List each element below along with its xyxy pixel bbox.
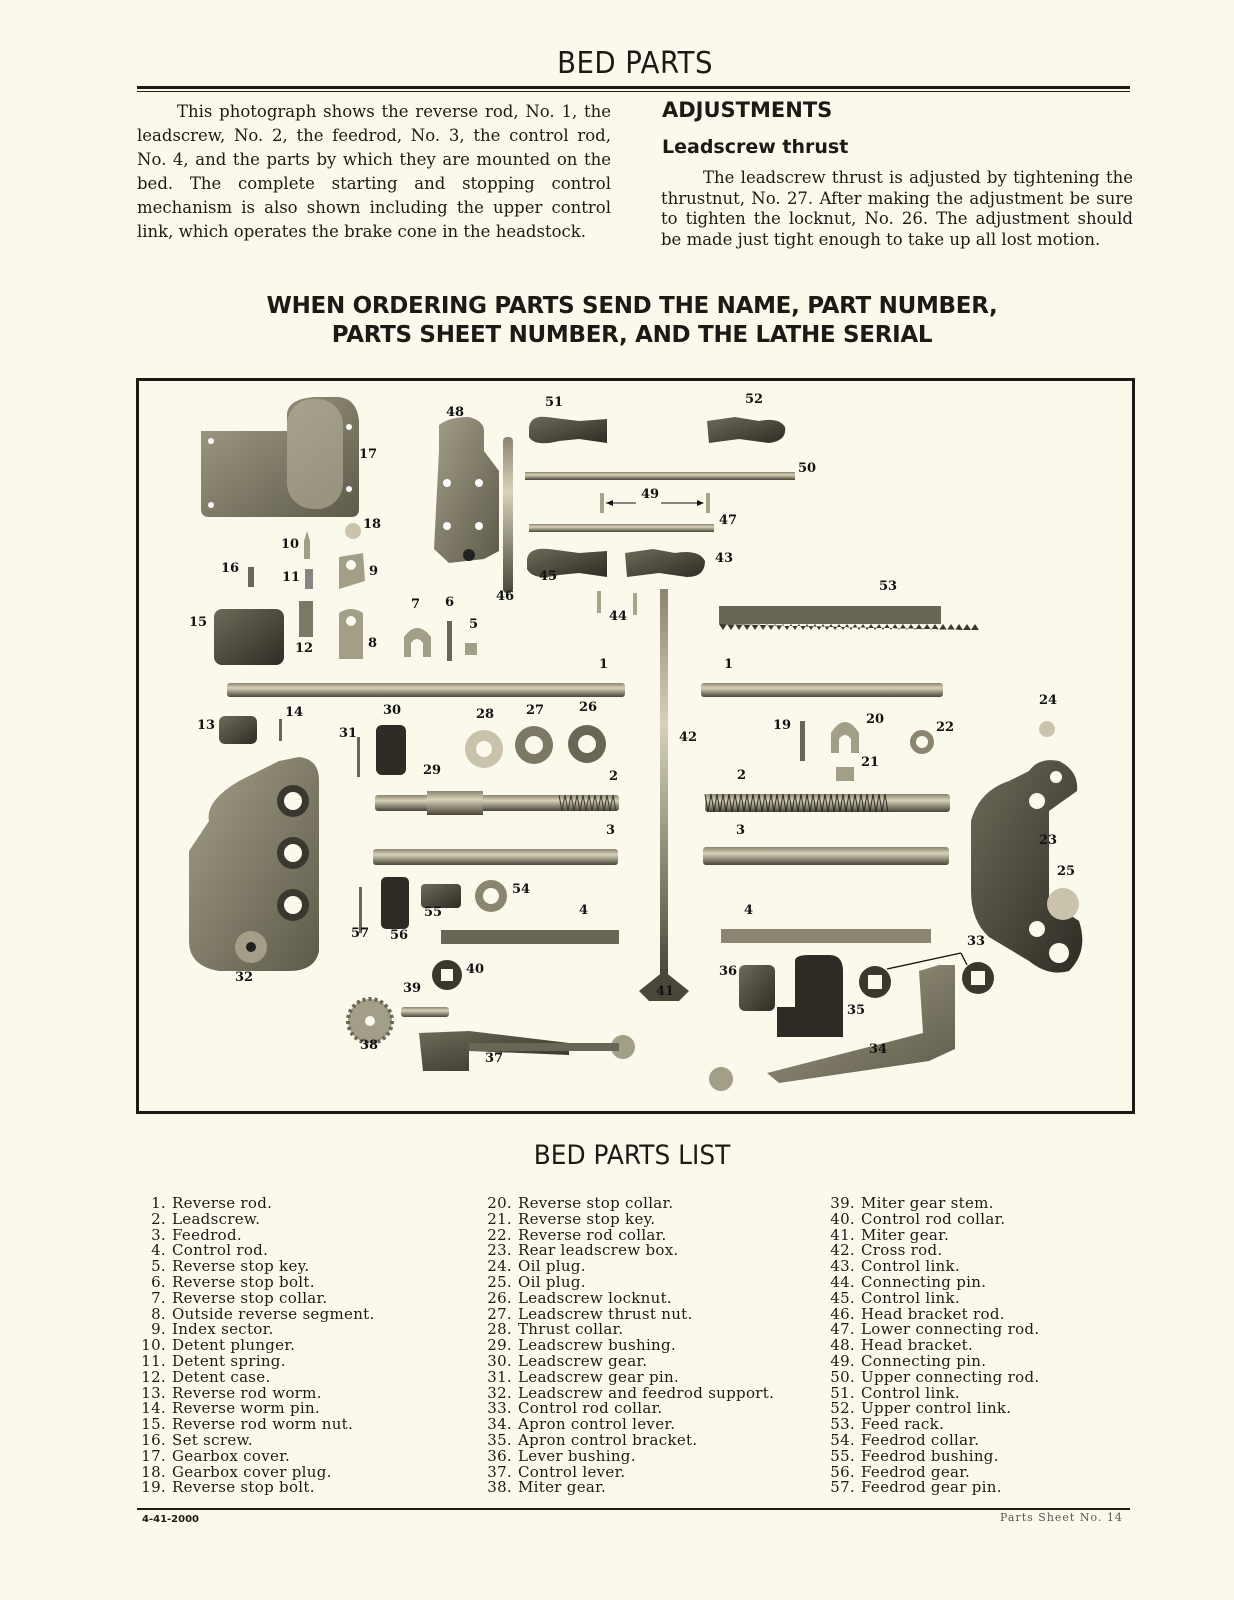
- part-number: 23.: [487, 1241, 512, 1260]
- part-callout: 15: [189, 615, 208, 630]
- part-callout: 6: [445, 595, 455, 610]
- part-number: 50.: [830, 1367, 855, 1386]
- leadscrew-feedrod-support-32: [189, 757, 319, 971]
- part-number: 49.: [830, 1351, 855, 1370]
- intro-paragraph: This photograph shows the reverse rod, No. 1, the leadscrew, No. 2, the feedrod, No. 3, the control rod, No. 4, and the parts by which they are mounted on the bed. The complete starting and stopping control mechanism is also shown including the upper control link, which operates the brake cone in the headstock.: [137, 102, 611, 241]
- parts-list-item: [827, 1480, 1039, 1496]
- detent-spring-11: [305, 569, 313, 589]
- footer-sheet-number: Parts Sheet No. 14: [1000, 1511, 1123, 1524]
- part-callout: 2: [609, 769, 619, 784]
- footer-form-number: 4-41-2000: [142, 1514, 200, 1525]
- part-number: 46.: [830, 1304, 855, 1323]
- part-number: 55.: [830, 1446, 855, 1465]
- part-number: 57.: [830, 1478, 855, 1497]
- parts-list-item: [138, 1480, 375, 1496]
- part-callout: 39: [403, 981, 422, 996]
- part-callout: 31: [339, 726, 358, 741]
- connecting-pin-44a: [597, 591, 601, 613]
- part-callout: 21: [861, 755, 880, 770]
- part-callout: 28: [476, 707, 495, 722]
- part-callout: 2: [737, 768, 747, 783]
- part-number: 29.: [487, 1336, 512, 1355]
- detent-case-12: [299, 601, 313, 637]
- leadscrew-gear-pin-31: [357, 737, 360, 777]
- part-name: Leadscrew.: [172, 1209, 261, 1228]
- part-number: 41.: [830, 1225, 855, 1244]
- part-name: Miter gear.: [518, 1478, 607, 1497]
- part-callout: 47: [719, 513, 738, 528]
- part-callout: 20: [866, 712, 885, 727]
- part-number: 47.: [830, 1320, 855, 1339]
- part-callout: 45: [539, 569, 558, 584]
- part-number: 12.: [141, 1367, 166, 1386]
- part-callout: 8: [368, 636, 378, 651]
- upper-control-link-52: [707, 417, 785, 443]
- part-number: 33.: [487, 1399, 512, 1418]
- part-name: Control rod collar.: [861, 1209, 1006, 1228]
- footer-rule: [137, 1508, 1130, 1510]
- adjustments-paragraph: The leadscrew thrust is adjusted by tightening the thrustnut, No. 27. After making the adjustment be sure to tighten the locknut, No. 26. The adjustment should be made just tight enough to take up all lost motion.: [661, 168, 1133, 249]
- part-name: Reverse rod collar.: [518, 1225, 667, 1244]
- part-callout: 53: [879, 579, 898, 594]
- part-name: Upper connecting rod.: [861, 1367, 1040, 1386]
- connecting-pin-44b: [633, 593, 637, 615]
- reverse-rod-worm-13: [219, 716, 257, 744]
- part-name: Feedrod gear.: [861, 1462, 971, 1481]
- feed-rack-53: [719, 606, 979, 630]
- control-link-51: [529, 417, 607, 444]
- reverse-stop-collar-20: [831, 722, 859, 753]
- part-callout: 57: [351, 926, 370, 941]
- part-callout: 56: [390, 928, 409, 943]
- page-title: BED PARTS: [557, 46, 713, 81]
- apron-control-bracket-35: [777, 955, 843, 1037]
- part-number: 4.: [151, 1241, 166, 1260]
- part-name: Rear leadscrew box.: [518, 1241, 679, 1260]
- part-name: Detent case.: [172, 1367, 271, 1386]
- part-name: Detent plunger.: [172, 1336, 296, 1355]
- part-name: Gearbox cover plug.: [172, 1462, 332, 1481]
- part-name: Head bracket rod.: [861, 1304, 1005, 1323]
- part-name: Reverse stop collar.: [172, 1288, 328, 1307]
- control-rod-4-left: [441, 930, 619, 944]
- part-callout: 19: [773, 718, 792, 733]
- part-number: 6.: [151, 1272, 166, 1291]
- set-screw-16: [248, 567, 254, 587]
- part-callout: 38: [360, 1038, 379, 1053]
- part-name: Miter gear stem.: [861, 1194, 994, 1212]
- part-callout: 10: [281, 537, 300, 552]
- part-name: Miter gear.: [861, 1225, 950, 1244]
- part-callout: 11: [282, 570, 301, 585]
- oil-plug-24: [1039, 721, 1055, 737]
- part-name: Feedrod bushing.: [861, 1446, 999, 1465]
- part-callout: 1: [724, 657, 734, 672]
- part-callout: 42: [679, 730, 698, 745]
- part-name: Leadscrew gear.: [518, 1351, 648, 1370]
- part-name: Oil plug.: [518, 1257, 586, 1276]
- parts-list-column-1: [138, 1196, 375, 1496]
- parts-list-item: [484, 1480, 774, 1496]
- reverse-stop-key-5: [465, 643, 477, 655]
- part-name: Reverse rod.: [172, 1194, 273, 1212]
- feedrod-gear-56: [381, 877, 409, 929]
- part-number: 40.: [830, 1209, 855, 1228]
- part-name: Reverse rod worm nut.: [172, 1415, 354, 1434]
- part-callout: 13: [197, 718, 216, 733]
- part-name: Lower connecting rod.: [861, 1320, 1040, 1339]
- leadscrew-2-left: [375, 791, 619, 815]
- part-callout: 44: [609, 609, 628, 624]
- reverse-worm-pin-14: [279, 719, 282, 741]
- part-number: 1.: [151, 1194, 166, 1212]
- leadscrew-2-right: [705, 794, 950, 812]
- part-callout: 34: [869, 1042, 888, 1057]
- part-number: 37.: [487, 1462, 512, 1481]
- part-name: Apron control lever.: [518, 1415, 676, 1434]
- part-number: 44.: [830, 1272, 855, 1291]
- part-callout: 22: [936, 720, 955, 735]
- part-number: 13.: [141, 1383, 166, 1402]
- part-callout: 16: [221, 561, 240, 576]
- part-callout: 40: [466, 962, 485, 977]
- part-name: Feed rack.: [861, 1415, 945, 1434]
- part-callout: 9: [369, 564, 379, 579]
- part-name: Reverse stop key.: [172, 1257, 310, 1276]
- part-number: 8.: [151, 1304, 166, 1323]
- part-callout: 3: [606, 823, 616, 838]
- part-number: 3.: [151, 1225, 166, 1244]
- order-notice: [0, 292, 1234, 350]
- part-callout: 24: [1039, 693, 1058, 708]
- part-name: Control rod.: [172, 1241, 269, 1260]
- part-number: 22.: [487, 1225, 512, 1244]
- part-name: Leadscrew locknut.: [518, 1288, 672, 1307]
- adjustments-heading: ADJUSTMENTS: [662, 98, 833, 122]
- parts-list-column-2: [484, 1196, 774, 1496]
- part-callout: 4: [579, 903, 589, 918]
- part-number: 15.: [141, 1415, 166, 1434]
- part-callout: 29: [423, 763, 442, 778]
- reverse-rod-worm-nut-15: [214, 609, 284, 665]
- part-number: 31.: [487, 1367, 512, 1386]
- part-callout: 32: [235, 970, 254, 985]
- part-name: Leadscrew bushing.: [518, 1336, 676, 1355]
- part-number: 35.: [487, 1430, 512, 1449]
- part-number: 19.: [141, 1478, 166, 1497]
- reverse-stop-bolt-19: [800, 721, 805, 761]
- part-name: Cross rod.: [861, 1241, 943, 1260]
- part-name: Outside reverse segment.: [172, 1304, 375, 1323]
- part-number: 28.: [487, 1320, 512, 1339]
- part-callout: 36: [719, 964, 738, 979]
- oil-plug-25: [1047, 888, 1079, 920]
- part-name: Gearbox cover.: [172, 1446, 291, 1465]
- part-number: 17.: [141, 1446, 166, 1465]
- part-name: Reverse stop collar.: [518, 1194, 674, 1212]
- part-callout: 52: [745, 392, 764, 407]
- part-name: Connecting pin.: [861, 1351, 987, 1370]
- lower-connecting-rod-47: [529, 524, 714, 532]
- part-name: Feedrod.: [172, 1225, 242, 1244]
- part-name: Control lever.: [518, 1462, 626, 1481]
- part-number: 42.: [830, 1241, 855, 1260]
- control-lever-37: [419, 1031, 635, 1071]
- feedrod-3-right: [703, 847, 949, 865]
- part-number: 2.: [151, 1209, 166, 1228]
- part-callout: 12: [295, 641, 314, 656]
- part-number: 25.: [487, 1272, 512, 1291]
- part-number: 39.: [830, 1194, 855, 1212]
- part-name: Reverse stop key.: [518, 1209, 656, 1228]
- part-name: Connecting pin.: [861, 1272, 987, 1291]
- lever-bushing-36: [739, 965, 775, 1011]
- part-callout: 18: [363, 517, 382, 532]
- part-number: 27.: [487, 1304, 512, 1323]
- part-callout: 41: [656, 984, 675, 999]
- title-rule: [137, 86, 1130, 92]
- part-callout: 27: [526, 703, 545, 718]
- part-name: Detent spring.: [172, 1351, 286, 1370]
- part-name: Leadscrew and feedrod support.: [518, 1383, 775, 1402]
- part-name: Oil plug.: [518, 1272, 586, 1291]
- part-callout: 54: [512, 882, 531, 897]
- reverse-stop-collar-7: [404, 628, 431, 657]
- part-name: Reverse worm pin.: [172, 1399, 320, 1418]
- part-name: Leadscrew gear pin.: [518, 1367, 680, 1386]
- part-name: Reverse rod worm.: [172, 1383, 322, 1402]
- feedrod-3-left: [373, 849, 618, 865]
- part-number: 32.: [487, 1383, 512, 1402]
- part-number: 48.: [830, 1336, 855, 1355]
- part-number: 53.: [830, 1415, 855, 1434]
- part-number: 30.: [487, 1351, 512, 1370]
- part-number: 56.: [830, 1462, 855, 1481]
- part-number: 18.: [141, 1462, 166, 1481]
- gearbox-cover-plug-18: [345, 523, 361, 539]
- part-callout: 17: [359, 447, 378, 462]
- reverse-rod-1-right: [701, 683, 943, 697]
- part-number: 34.: [487, 1415, 512, 1434]
- parts-list-title: BED PARTS LIST: [533, 1140, 731, 1171]
- part-number: 51.: [830, 1383, 855, 1402]
- reverse-rod-1-left: [227, 683, 625, 697]
- part-callout: 49: [641, 487, 660, 502]
- part-callout: 35: [847, 1003, 866, 1018]
- part-callout: 25: [1057, 864, 1076, 879]
- part-number: 54.: [830, 1430, 855, 1449]
- index-sector-9: [339, 553, 365, 589]
- part-name: Control rod collar.: [518, 1399, 663, 1418]
- part-name: Reverse stop bolt.: [172, 1478, 315, 1497]
- miter-gear-stem-39: [401, 1007, 449, 1017]
- part-number: 16.: [141, 1430, 166, 1449]
- part-name: Reverse stop bolt.: [172, 1272, 315, 1291]
- part-callout: 1: [599, 657, 609, 672]
- adjustments-subheading: Leadscrew thrust: [662, 136, 849, 158]
- parts-list-column-3: [827, 1196, 1039, 1496]
- part-number: 10.: [141, 1336, 166, 1355]
- part-callout: 50: [798, 461, 817, 476]
- part-name: Leadscrew thrust nut.: [518, 1304, 693, 1323]
- part-name: Index sector.: [172, 1320, 274, 1339]
- part-callout: 48: [446, 405, 465, 420]
- part-number: 38.: [487, 1478, 512, 1497]
- part-number: 14.: [141, 1399, 166, 1418]
- detent-plunger-10: [304, 531, 310, 559]
- control-link-43: [625, 549, 705, 577]
- part-callout: 4: [744, 903, 754, 918]
- part-callout: 55: [424, 905, 443, 920]
- part-name: Set screw.: [172, 1430, 253, 1449]
- part-number: 7.: [151, 1288, 166, 1307]
- part-name: Feedrod collar.: [861, 1430, 980, 1449]
- part-callout: 51: [545, 395, 564, 410]
- part-callout: 7: [411, 597, 421, 612]
- part-number: 45.: [830, 1288, 855, 1307]
- part-number: 36.: [487, 1446, 512, 1465]
- upper-connecting-rod-50: [525, 472, 795, 480]
- part-number: 11.: [141, 1351, 166, 1370]
- parts-photo: [136, 378, 1135, 1114]
- cross-rod-42: [660, 589, 668, 979]
- leadscrew-gear-30: [376, 725, 406, 775]
- part-name: Control link.: [861, 1383, 960, 1402]
- part-number: 43.: [830, 1257, 855, 1276]
- part-callout: 46: [496, 589, 515, 604]
- reverse-stop-key-21: [836, 767, 854, 781]
- part-name: Lever bushing.: [518, 1446, 636, 1465]
- part-callout: 43: [715, 551, 734, 566]
- reverse-stop-bolt-6: [447, 621, 452, 661]
- part-name: Head bracket.: [861, 1336, 974, 1355]
- part-name: Control link.: [861, 1288, 960, 1307]
- part-number: 26.: [487, 1288, 512, 1307]
- part-name: Thrust collar.: [518, 1320, 624, 1339]
- part-name: Apron control bracket.: [518, 1430, 698, 1449]
- part-number: 21.: [487, 1209, 512, 1228]
- part-name: Upper control link.: [861, 1399, 1012, 1418]
- part-callout: 5: [469, 617, 479, 632]
- parts-illustration: [139, 381, 1132, 1111]
- head-bracket-rod-46: [503, 437, 513, 593]
- part-callout: 3: [736, 823, 746, 838]
- part-callout: 37: [485, 1051, 504, 1066]
- gearbox-cover-17: [201, 397, 359, 517]
- part-callout: 23: [1039, 833, 1058, 848]
- part-number: 24.: [487, 1257, 512, 1276]
- part-number: 9.: [151, 1320, 166, 1339]
- part-name: Feedrod gear pin.: [861, 1478, 1002, 1497]
- part-number: 5.: [151, 1257, 166, 1276]
- part-callout: 26: [579, 700, 598, 715]
- part-callout: 14: [285, 705, 304, 720]
- part-name: Control link.: [861, 1257, 960, 1276]
- order-notice-line2: PARTS SHEET NUMBER, AND THE LATHE SERIAL: [331, 322, 933, 348]
- head-bracket-48: [434, 417, 499, 563]
- control-rod-4-right: [721, 929, 931, 943]
- part-callout: 30: [383, 703, 402, 718]
- part-number: 52.: [830, 1399, 855, 1418]
- order-notice-line1: WHEN ORDERING PARTS SEND THE NAME, PART NUMBER,: [266, 293, 998, 319]
- part-number: 20.: [487, 1194, 512, 1212]
- part-callout: 33: [967, 934, 986, 949]
